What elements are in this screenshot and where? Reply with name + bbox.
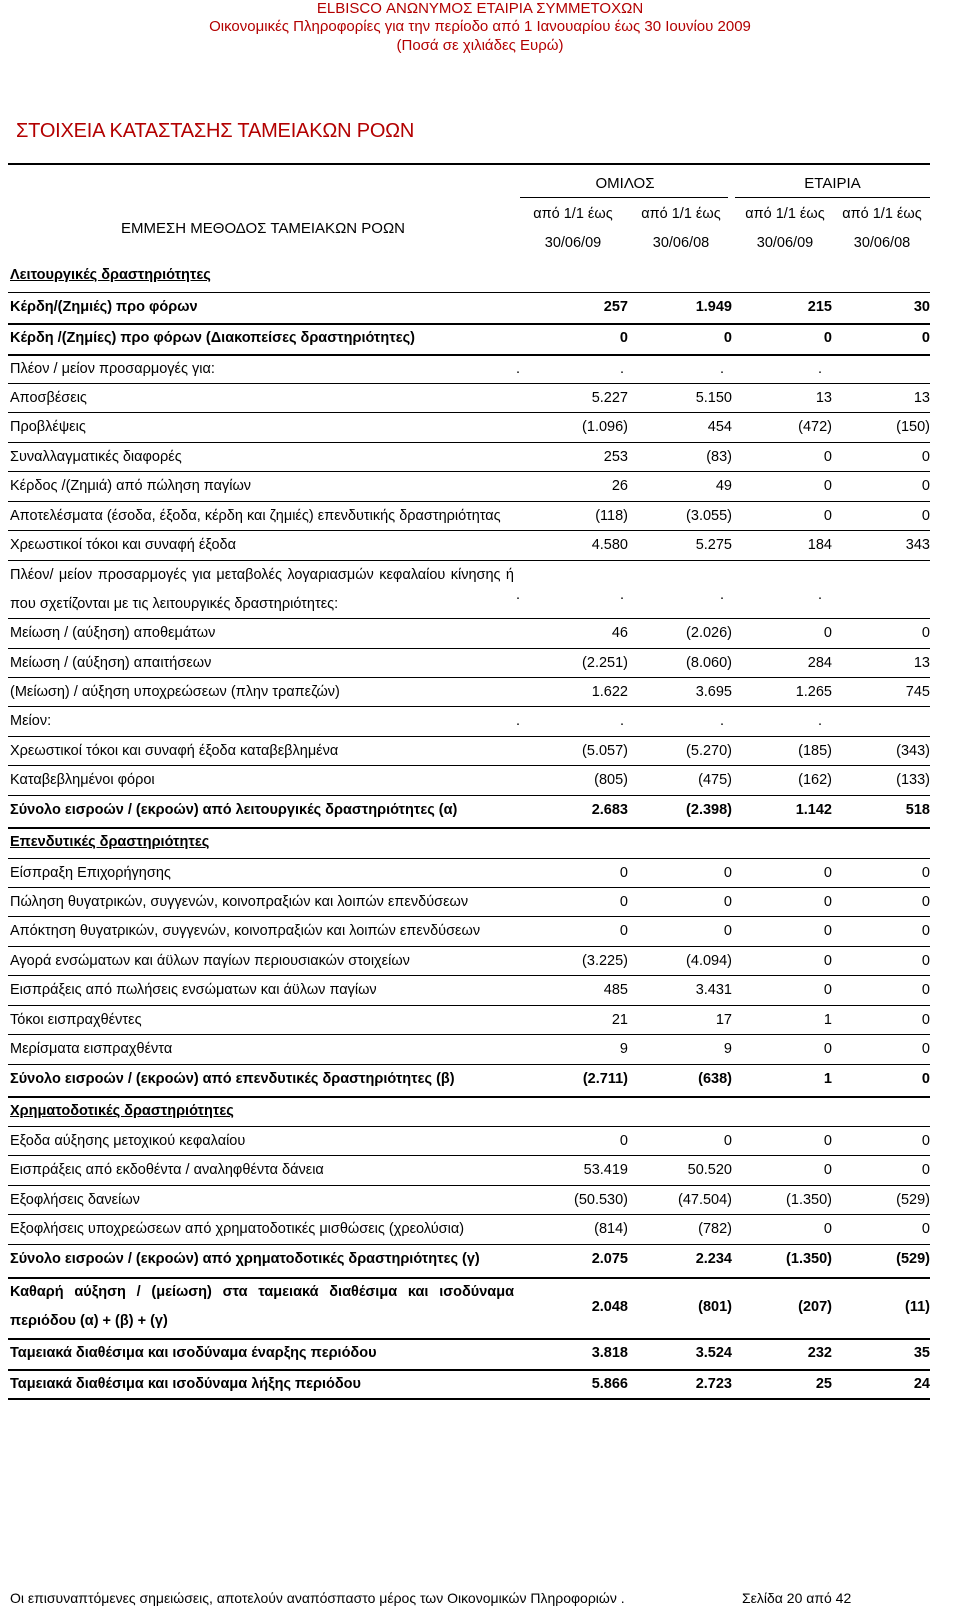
row-value: (2.398) bbox=[686, 802, 732, 818]
row-label: Σύνολο εισροών / (εκροών) από λειτουργικές δραστηριότητες (α) bbox=[10, 802, 458, 818]
row-label: Μείωση / (αύξηση) αποθεμάτων bbox=[10, 625, 216, 641]
row-label: Είσπραξη Επιχορήγησης bbox=[10, 865, 171, 881]
row-value: 0 bbox=[921, 625, 930, 641]
column-header-date: 30/06/09 bbox=[544, 235, 602, 251]
row-label: Μείον: bbox=[10, 713, 52, 729]
row-value: 0 bbox=[723, 923, 732, 939]
row-rule bbox=[8, 946, 930, 947]
row-rule bbox=[8, 1338, 930, 1340]
column-header-period: από 1/1 έως bbox=[641, 206, 721, 222]
row-label: Απόκτηση θυγατρικών, συγγενών, κοινοπραξιών και λοιπών επενδύσεων bbox=[10, 923, 481, 939]
row-value: . bbox=[516, 587, 521, 603]
row-value: 0 bbox=[619, 865, 628, 881]
row-rule bbox=[8, 471, 930, 472]
row-value: 3.524 bbox=[695, 1345, 732, 1361]
row-label: Χρεωστικοί τόκοι και συναφή έξοδα καταβεβλημένα bbox=[10, 743, 339, 759]
row-value: 3.818 bbox=[591, 1345, 628, 1361]
row-value: (11) bbox=[905, 1299, 930, 1315]
row-value: 232 bbox=[807, 1345, 832, 1361]
row-value: 3.695 bbox=[695, 684, 732, 700]
row-value: 0 bbox=[723, 330, 732, 346]
row-label-continued: περιόδου (α) + (β) + (γ) bbox=[10, 1313, 168, 1329]
row-value: 35 bbox=[913, 1345, 930, 1361]
page-title: ΣΤΟΙΧΕΙΑ ΚΑΤΑΣΤΑΣΗΣ ΤΑΜΕΙΑΚΩΝ ΡΟΩΝ bbox=[16, 120, 415, 142]
row-value: 0 bbox=[921, 865, 930, 881]
row-value: 0 bbox=[921, 1041, 930, 1057]
row-value: 0 bbox=[921, 923, 930, 939]
row-rule bbox=[8, 354, 930, 356]
row-rule bbox=[8, 706, 930, 707]
row-value: 2.075 bbox=[591, 1251, 628, 1267]
row-label: Αγορά ενσώματων και άϋλων παγίων περιουσιακών στοιχείων bbox=[10, 953, 410, 969]
row-value: 0 bbox=[619, 923, 628, 939]
row-label: Μείωση / (αύξηση) απαιτήσεων bbox=[10, 655, 212, 671]
row-value: (207) bbox=[798, 1299, 832, 1315]
row-value: (3.055) bbox=[686, 508, 732, 524]
company-name: ELBISCO ΑΝΩΝΥΜΟΣ ΕΤΑΙΡΙΑ ΣΥΜΜΕΤΟΧΩΝ bbox=[316, 0, 644, 17]
row-rule bbox=[8, 795, 930, 796]
report-period: Οικονομικές Πληροφορίες για την περίοδο από 1 Ιανουαρίου έως 30 Ιουνίου 2009 bbox=[209, 18, 751, 35]
row-value: 5.227 bbox=[591, 390, 628, 406]
row-value: 0 bbox=[823, 1221, 832, 1237]
column-header-date: 30/06/08 bbox=[652, 235, 710, 251]
row-value: 0 bbox=[823, 894, 832, 910]
row-value: (782) bbox=[698, 1221, 732, 1237]
row-value: (801) bbox=[698, 1299, 732, 1315]
row-value: 13 bbox=[913, 390, 930, 406]
row-label: Κέρδη /(Ζημίες) προ φόρων (Διακοπείσες δραστηριότητες) bbox=[10, 330, 415, 346]
row-value: 0 bbox=[921, 1133, 930, 1149]
row-value: . bbox=[620, 713, 625, 729]
row-rule bbox=[8, 1277, 930, 1279]
row-rule bbox=[8, 1064, 930, 1065]
row-value: 1.622 bbox=[591, 684, 628, 700]
row-label: Ταμειακά διαθέσιμα και ισοδύναμα έναρξης περιόδου bbox=[10, 1345, 377, 1361]
footer-note: Οι επισυναπτόμενες σημειώσεις, αποτελούν αναπόσπαστο μέρος των Οικονομικών Πληροφοριών . bbox=[10, 1590, 625, 1606]
row-value: 13 bbox=[815, 390, 832, 406]
row-value: (50.530) bbox=[573, 1192, 628, 1208]
row-value: 1.142 bbox=[795, 802, 832, 818]
row-value: . bbox=[818, 361, 823, 377]
row-value: 24 bbox=[913, 1376, 930, 1392]
row-value: 0 bbox=[823, 625, 832, 641]
company-label: ΕΤΑΙΡΙΑ bbox=[804, 175, 861, 192]
row-value: 0 bbox=[823, 923, 832, 939]
row-label: Χρεωστικοί τόκοι και συναφή έξοδα bbox=[10, 537, 236, 553]
row-rule bbox=[8, 975, 930, 976]
row-value: 257 bbox=[603, 299, 628, 315]
row-rule bbox=[8, 736, 930, 737]
row-label: Εισπράξεις από εκδοθέντα / αναληφθέντα δάνεια bbox=[10, 1162, 324, 1178]
row-label: Εισπράξεις από πωλήσεις ενσώματων και άϋλων παγίων bbox=[10, 982, 377, 998]
row-value: 0 bbox=[921, 1162, 930, 1178]
row-rule bbox=[8, 323, 930, 325]
row-value: 2.723 bbox=[695, 1376, 732, 1392]
currency-note: (Ποσά σε χιλιάδες Ευρώ) bbox=[396, 37, 564, 54]
row-value: 0 bbox=[823, 449, 832, 465]
row-value: 5.150 bbox=[695, 390, 732, 406]
row-value: (83) bbox=[706, 449, 732, 465]
group-label: ΟΜΙΛΟΣ bbox=[595, 175, 655, 192]
row-value: (5.270) bbox=[686, 743, 732, 759]
row-value: (475) bbox=[698, 772, 732, 788]
section-heading: Επενδυτικές δραστηριότητες bbox=[10, 834, 210, 850]
row-rule bbox=[8, 383, 930, 384]
row-rule bbox=[8, 887, 930, 888]
row-value: (5.057) bbox=[582, 743, 628, 759]
row-value: 1.949 bbox=[695, 299, 732, 315]
row-label: Αποσβέσεις bbox=[10, 390, 87, 406]
row-value: 0 bbox=[823, 1041, 832, 1057]
section-heading: Χρηματοδοτικές δραστηριότητες bbox=[10, 1103, 234, 1119]
row-value: 1.265 bbox=[795, 684, 832, 700]
row-label: Κέρδος /(Ζημιά) από πώληση παγίων bbox=[10, 478, 252, 494]
row-label: Σύνολο εισροών / (εκροών) από επενδυτικές δραστηριότητες (β) bbox=[10, 1071, 455, 1087]
row-value: 0 bbox=[619, 894, 628, 910]
page-number: Σελίδα 20 από 42 bbox=[742, 1590, 852, 1606]
row-label: Κέρδη/(Ζημιές) προ φόρων bbox=[10, 299, 198, 315]
row-value: (2.026) bbox=[686, 625, 732, 641]
row-value: 518 bbox=[905, 802, 930, 818]
row-value: (4.094) bbox=[686, 953, 732, 969]
row-value: 0 bbox=[921, 330, 930, 346]
row-value: 3.431 bbox=[695, 982, 732, 998]
row-value: . bbox=[620, 587, 625, 603]
row-rule bbox=[8, 442, 930, 443]
row-value: 253 bbox=[603, 449, 628, 465]
row-value: . bbox=[720, 361, 725, 377]
row-value: . bbox=[720, 713, 725, 729]
row-value: 343 bbox=[905, 537, 930, 553]
row-value: 46 bbox=[611, 625, 628, 641]
row-label: Μερίσματα εισπραχθέντα bbox=[10, 1041, 173, 1057]
row-value: 21 bbox=[611, 1012, 628, 1028]
row-rule bbox=[8, 412, 930, 413]
row-value: 0 bbox=[823, 953, 832, 969]
row-rule bbox=[8, 292, 930, 293]
row-value: 0 bbox=[921, 508, 930, 524]
row-label: Καταβεβλημένοι φόροι bbox=[10, 772, 155, 788]
row-value: 13 bbox=[913, 655, 930, 671]
row-value: (638) bbox=[698, 1071, 732, 1087]
row-value: (150) bbox=[896, 419, 930, 435]
row-label: Προβλέψεις bbox=[10, 419, 86, 435]
row-value: 0 bbox=[619, 1133, 628, 1149]
row-value: 26 bbox=[611, 478, 628, 494]
row-label: Σύνολο εισροών / (εκροών) από χρηματοδοτικές δραστηριότητες (γ) bbox=[10, 1251, 480, 1267]
row-rule bbox=[8, 530, 930, 531]
row-rule bbox=[8, 1096, 930, 1098]
row-value: 5.866 bbox=[591, 1376, 628, 1392]
row-value: . bbox=[516, 713, 521, 729]
row-value: (1.096) bbox=[582, 419, 628, 435]
table-top-rule bbox=[8, 163, 930, 165]
row-value: (529) bbox=[896, 1251, 930, 1267]
row-value: 0 bbox=[619, 330, 628, 346]
row-label: Εξοδα αύξησης μετοχικού κεφαλαίου bbox=[10, 1133, 246, 1149]
row-value: (133) bbox=[896, 772, 930, 788]
row-rule bbox=[8, 1214, 930, 1215]
row-label: Συναλλαγματικές διαφορές bbox=[10, 449, 182, 465]
row-value: 0 bbox=[723, 1133, 732, 1149]
column-header-period: από 1/1 έως bbox=[745, 206, 825, 222]
row-rule bbox=[8, 618, 930, 619]
row-rule bbox=[8, 560, 930, 561]
row-label: Εξοφλήσεις δανείων bbox=[10, 1192, 140, 1208]
row-value: 0 bbox=[921, 449, 930, 465]
row-rule bbox=[8, 1005, 930, 1006]
row-value: 0 bbox=[823, 508, 832, 524]
row-value: 0 bbox=[921, 953, 930, 969]
row-rule bbox=[8, 648, 930, 649]
row-value: 0 bbox=[921, 478, 930, 494]
row-rule bbox=[8, 1034, 930, 1035]
row-value: 4.580 bbox=[591, 537, 628, 553]
row-value: (3.225) bbox=[582, 953, 628, 969]
row-value: 0 bbox=[921, 894, 930, 910]
column-header-period: από 1/1 έως bbox=[842, 206, 922, 222]
row-value: 745 bbox=[905, 684, 930, 700]
row-value: (1.350) bbox=[786, 1251, 832, 1267]
row-value: 0 bbox=[723, 894, 732, 910]
row-value: 0 bbox=[823, 478, 832, 494]
row-value: (2.711) bbox=[582, 1071, 628, 1087]
row-value: (472) bbox=[798, 419, 832, 435]
row-value: 0 bbox=[823, 1133, 832, 1149]
row-value: 184 bbox=[807, 537, 832, 553]
section-heading: Λειτουργικές δραστηριότητες bbox=[10, 267, 211, 283]
row-value: (162) bbox=[798, 772, 832, 788]
row-label: Ταμειακά διαθέσιμα και ισοδύναμα λήξης περιόδου bbox=[10, 1376, 361, 1392]
row-value: (8.060) bbox=[686, 655, 732, 671]
row-value: . bbox=[516, 361, 521, 377]
row-value: 0 bbox=[921, 1071, 930, 1087]
row-value: (343) bbox=[896, 743, 930, 759]
row-rule bbox=[8, 1369, 930, 1371]
row-value: 1 bbox=[823, 1071, 832, 1087]
row-value: 50.520 bbox=[687, 1162, 732, 1178]
column-header-date: 30/06/08 bbox=[853, 235, 911, 251]
row-rule bbox=[8, 501, 930, 502]
row-value: 17 bbox=[715, 1012, 732, 1028]
column-header-period: από 1/1 έως bbox=[533, 206, 613, 222]
row-value: . bbox=[818, 587, 823, 603]
row-value: (185) bbox=[798, 743, 832, 759]
column-header-date: 30/06/09 bbox=[756, 235, 814, 251]
row-value: (1.350) bbox=[786, 1192, 832, 1208]
row-value: 30 bbox=[913, 299, 930, 315]
group-rule bbox=[520, 197, 728, 198]
row-value: (529) bbox=[896, 1192, 930, 1208]
row-rule bbox=[8, 1126, 930, 1127]
row-value: 25 bbox=[815, 1376, 832, 1392]
row-label-continued: που σχετίζονται με τις λειτουργικές δραστηριότητες: bbox=[10, 596, 339, 612]
row-value: 2.048 bbox=[591, 1299, 628, 1315]
row-rule bbox=[8, 827, 930, 829]
row-value: (805) bbox=[594, 772, 628, 788]
row-rule bbox=[8, 858, 930, 859]
row-value: 0 bbox=[921, 982, 930, 998]
row-label: (Μείωση) / αύξηση υποχρεώσεων (πλην τραπεζών) bbox=[10, 684, 340, 700]
row-value: 2.683 bbox=[591, 802, 628, 818]
row-value: . bbox=[720, 587, 725, 603]
row-value: (814) bbox=[594, 1221, 628, 1237]
method-label: ΕΜΜΕΣΗ ΜΕΘΟΔΟΣ ΤΑΜΕΙΑΚΩΝ ΡΟΩΝ bbox=[121, 220, 405, 237]
row-value: 9 bbox=[723, 1041, 732, 1057]
row-label: Εξοφλήσεις υποχρεώσεων από χρηματοδοτικές μισθώσεις (χρεολύσια) bbox=[10, 1221, 465, 1237]
row-value: 215 bbox=[807, 299, 832, 315]
row-value: 0 bbox=[823, 865, 832, 881]
row-rule bbox=[8, 677, 930, 678]
row-label: Πλέον / μείον προσαρμογές για: bbox=[10, 361, 215, 377]
row-rule bbox=[8, 1244, 930, 1245]
row-label: Πλέον/ μείον προσαρμογές για μεταβολές λογαριασμών κεφαλαίου κίνησης ή bbox=[10, 567, 514, 583]
company-rule bbox=[735, 197, 930, 198]
row-rule bbox=[8, 1185, 930, 1186]
row-value: 284 bbox=[807, 655, 832, 671]
row-value: . bbox=[818, 713, 823, 729]
row-rule bbox=[8, 916, 930, 917]
row-value: 0 bbox=[823, 982, 832, 998]
row-value: 485 bbox=[603, 982, 628, 998]
row-label: Πώληση θυγατρικών, συγγενών, κοινοπραξιών και λοιπών επενδύσεων bbox=[10, 894, 469, 910]
row-value: 1 bbox=[823, 1012, 832, 1028]
row-value: 53.419 bbox=[583, 1162, 628, 1178]
row-value: 454 bbox=[707, 419, 732, 435]
row-rule bbox=[8, 1398, 930, 1400]
row-value: . bbox=[620, 361, 625, 377]
row-value: (118) bbox=[595, 508, 628, 524]
row-value: 2.234 bbox=[695, 1251, 732, 1267]
row-value: 5.275 bbox=[695, 537, 732, 553]
row-value: 0 bbox=[823, 330, 832, 346]
row-value: (2.251) bbox=[582, 655, 628, 671]
row-rule bbox=[8, 1155, 930, 1156]
row-value: 49 bbox=[715, 478, 732, 494]
row-label: Τόκοι εισπραχθέντες bbox=[10, 1012, 142, 1028]
row-value: 0 bbox=[823, 1162, 832, 1178]
row-value: 0 bbox=[921, 1012, 930, 1028]
row-label: Αποτελέσματα (έσοδα, έξοδα, κέρδη και ζημιές) επενδυτικής δραστηριότητας bbox=[10, 508, 501, 524]
row-label: Καθαρή αύξηση / (μείωση) στα ταμειακά διαθέσιμα και ισοδύναμα bbox=[10, 1284, 514, 1300]
row-value: 0 bbox=[723, 865, 732, 881]
row-value: (47.504) bbox=[677, 1192, 732, 1208]
row-value: 9 bbox=[619, 1041, 628, 1057]
row-value: 0 bbox=[921, 1221, 930, 1237]
row-rule bbox=[8, 765, 930, 766]
